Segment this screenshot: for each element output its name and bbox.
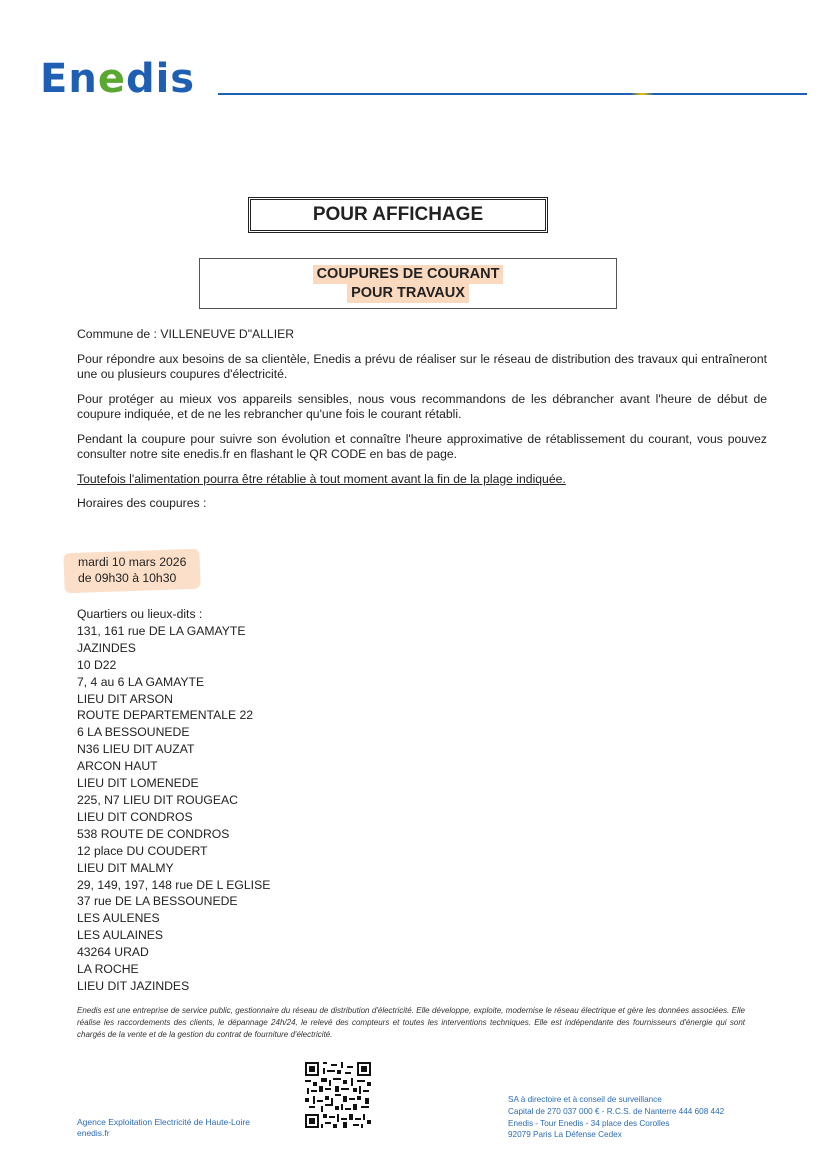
paragraph-1: Pour répondre aux besoins de sa clientèle, Enedis a prévu de réaliser sur le réseau de distribution des travaux qui entraîneront une ou plusieurs coupures d'électricité.: [77, 351, 767, 381]
agence-block: [77, 1117, 250, 1139]
list-item: 6 LA BESSOUNEDE: [77, 725, 190, 740]
list-item: JAZINDES: [77, 640, 136, 655]
header-rule: [218, 93, 807, 95]
paragraph-2: Pour protéger au mieux vos appareils sensibles, nous vous recommandons de les débrancher avant l'heure de début de coupure indiquée, et de ne les rebrancher qu'une fois le courant rétabli.: [77, 391, 767, 421]
subtitle-line-1: COUPURES DE COURANT: [313, 265, 504, 284]
list-item: 131, 161 rue DE LA GAMAYTE: [77, 623, 246, 638]
title-text: POUR AFFICHAGE: [312, 204, 484, 225]
agence-website[interactable]: enedis.fr: [77, 1128, 110, 1138]
schedule-time: de 09h30 à 10h30: [77, 570, 177, 585]
legal-line-2: Capital de 270 037 000 € - R.C.S. de Nanterre 444 608 442: [508, 1106, 725, 1116]
list-item: 225, N7 LIEU DIT ROUGEAC: [77, 792, 238, 807]
subtitle-box: [199, 258, 617, 309]
footer-note: Enedis est une entreprise de service public, gestionnaire du réseau de distribution d'électricité. Elle développe, exploite, modernise le réseau électrique et gère les données associées. Elle réalise les raccordements des clients, le dépannage 24h/24, le relevé des compteurs et toutes les interventions techniques. Elle est indépendante des fournisseurs d'énergie qui sont chargés de la vente et de la gestion du contrat de fourniture d'électricité.: [77, 1006, 745, 1039]
horaires-label: Horaires des coupures :: [77, 496, 207, 510]
list-item: ARCON HAUT: [77, 759, 158, 774]
list-item: LA ROCHE: [77, 962, 139, 977]
list-item: 10 D22: [77, 657, 117, 672]
enedis-logo: Enedis: [40, 56, 196, 102]
legal-block: [508, 1094, 724, 1141]
qr-code-icon[interactable]: [305, 1062, 371, 1128]
agence-name: Agence Exploitation Electricité de Haute-Loire: [77, 1117, 250, 1127]
notice-line: Toutefois l'alimentation pourra être rétablie à tout moment avant la fin de la plage indiquée.: [77, 471, 566, 486]
list-item: 538 ROUTE DE CONDROS: [77, 826, 230, 841]
legal-line-1: SA à directoire et à conseil de surveillance: [508, 1095, 662, 1104]
subtitle-line-2: POUR TRAVAUX: [347, 284, 469, 303]
schedule-date: mardi 10 mars 2026: [77, 555, 187, 570]
list-item: LIEU DIT CONDROS: [77, 809, 193, 824]
list-item: 37 rue DE LA BESSOUNEDE: [77, 894, 238, 909]
list-item: LIEU DIT MALMY: [77, 860, 174, 875]
title-box: [248, 197, 548, 233]
legal-line-4: 92079 Paris La Défense Cedex: [508, 1130, 622, 1140]
quartiers-list: [77, 606, 270, 995]
commune-line: Commune de : VILLENEUVE D"ALLIER: [77, 327, 295, 341]
list-item: LES AULAINES: [77, 928, 164, 943]
schedule-highlight: [63, 549, 201, 594]
list-item: ROUTE DEPARTEMENTALE 22: [77, 708, 254, 723]
main-content: [77, 327, 767, 521]
legal-line-3: Enedis - Tour Enedis - 34 place des Corolles: [508, 1118, 670, 1128]
list-item: LES AULENES: [77, 911, 160, 926]
paragraph-3: Pendant la coupure pour suivre son évolution et connaître l'heure approximative de rétablissement du courant, vous pouvez consulter notre site enedis.fr en flashant le QR CODE en bas de page.: [77, 431, 767, 461]
list-item: N36 LIEU DIT AUZAT: [77, 742, 195, 757]
list-item: 29, 149, 197, 148 rue DE L EGLISE: [77, 877, 271, 892]
list-item: LIEU DIT ARSON: [77, 691, 173, 706]
list-item: 12 place DU COUDERT: [77, 843, 208, 858]
quartiers-label: Quartiers ou lieux-dits :: [77, 607, 203, 621]
list-item: 7, 4 au 6 LA GAMAYTE: [77, 674, 205, 689]
list-item: LIEU DIT LOMENEDE: [77, 776, 199, 791]
list-item: 43264 URAD: [77, 945, 149, 960]
list-item: LIEU DIT JAZINDES: [77, 978, 190, 993]
